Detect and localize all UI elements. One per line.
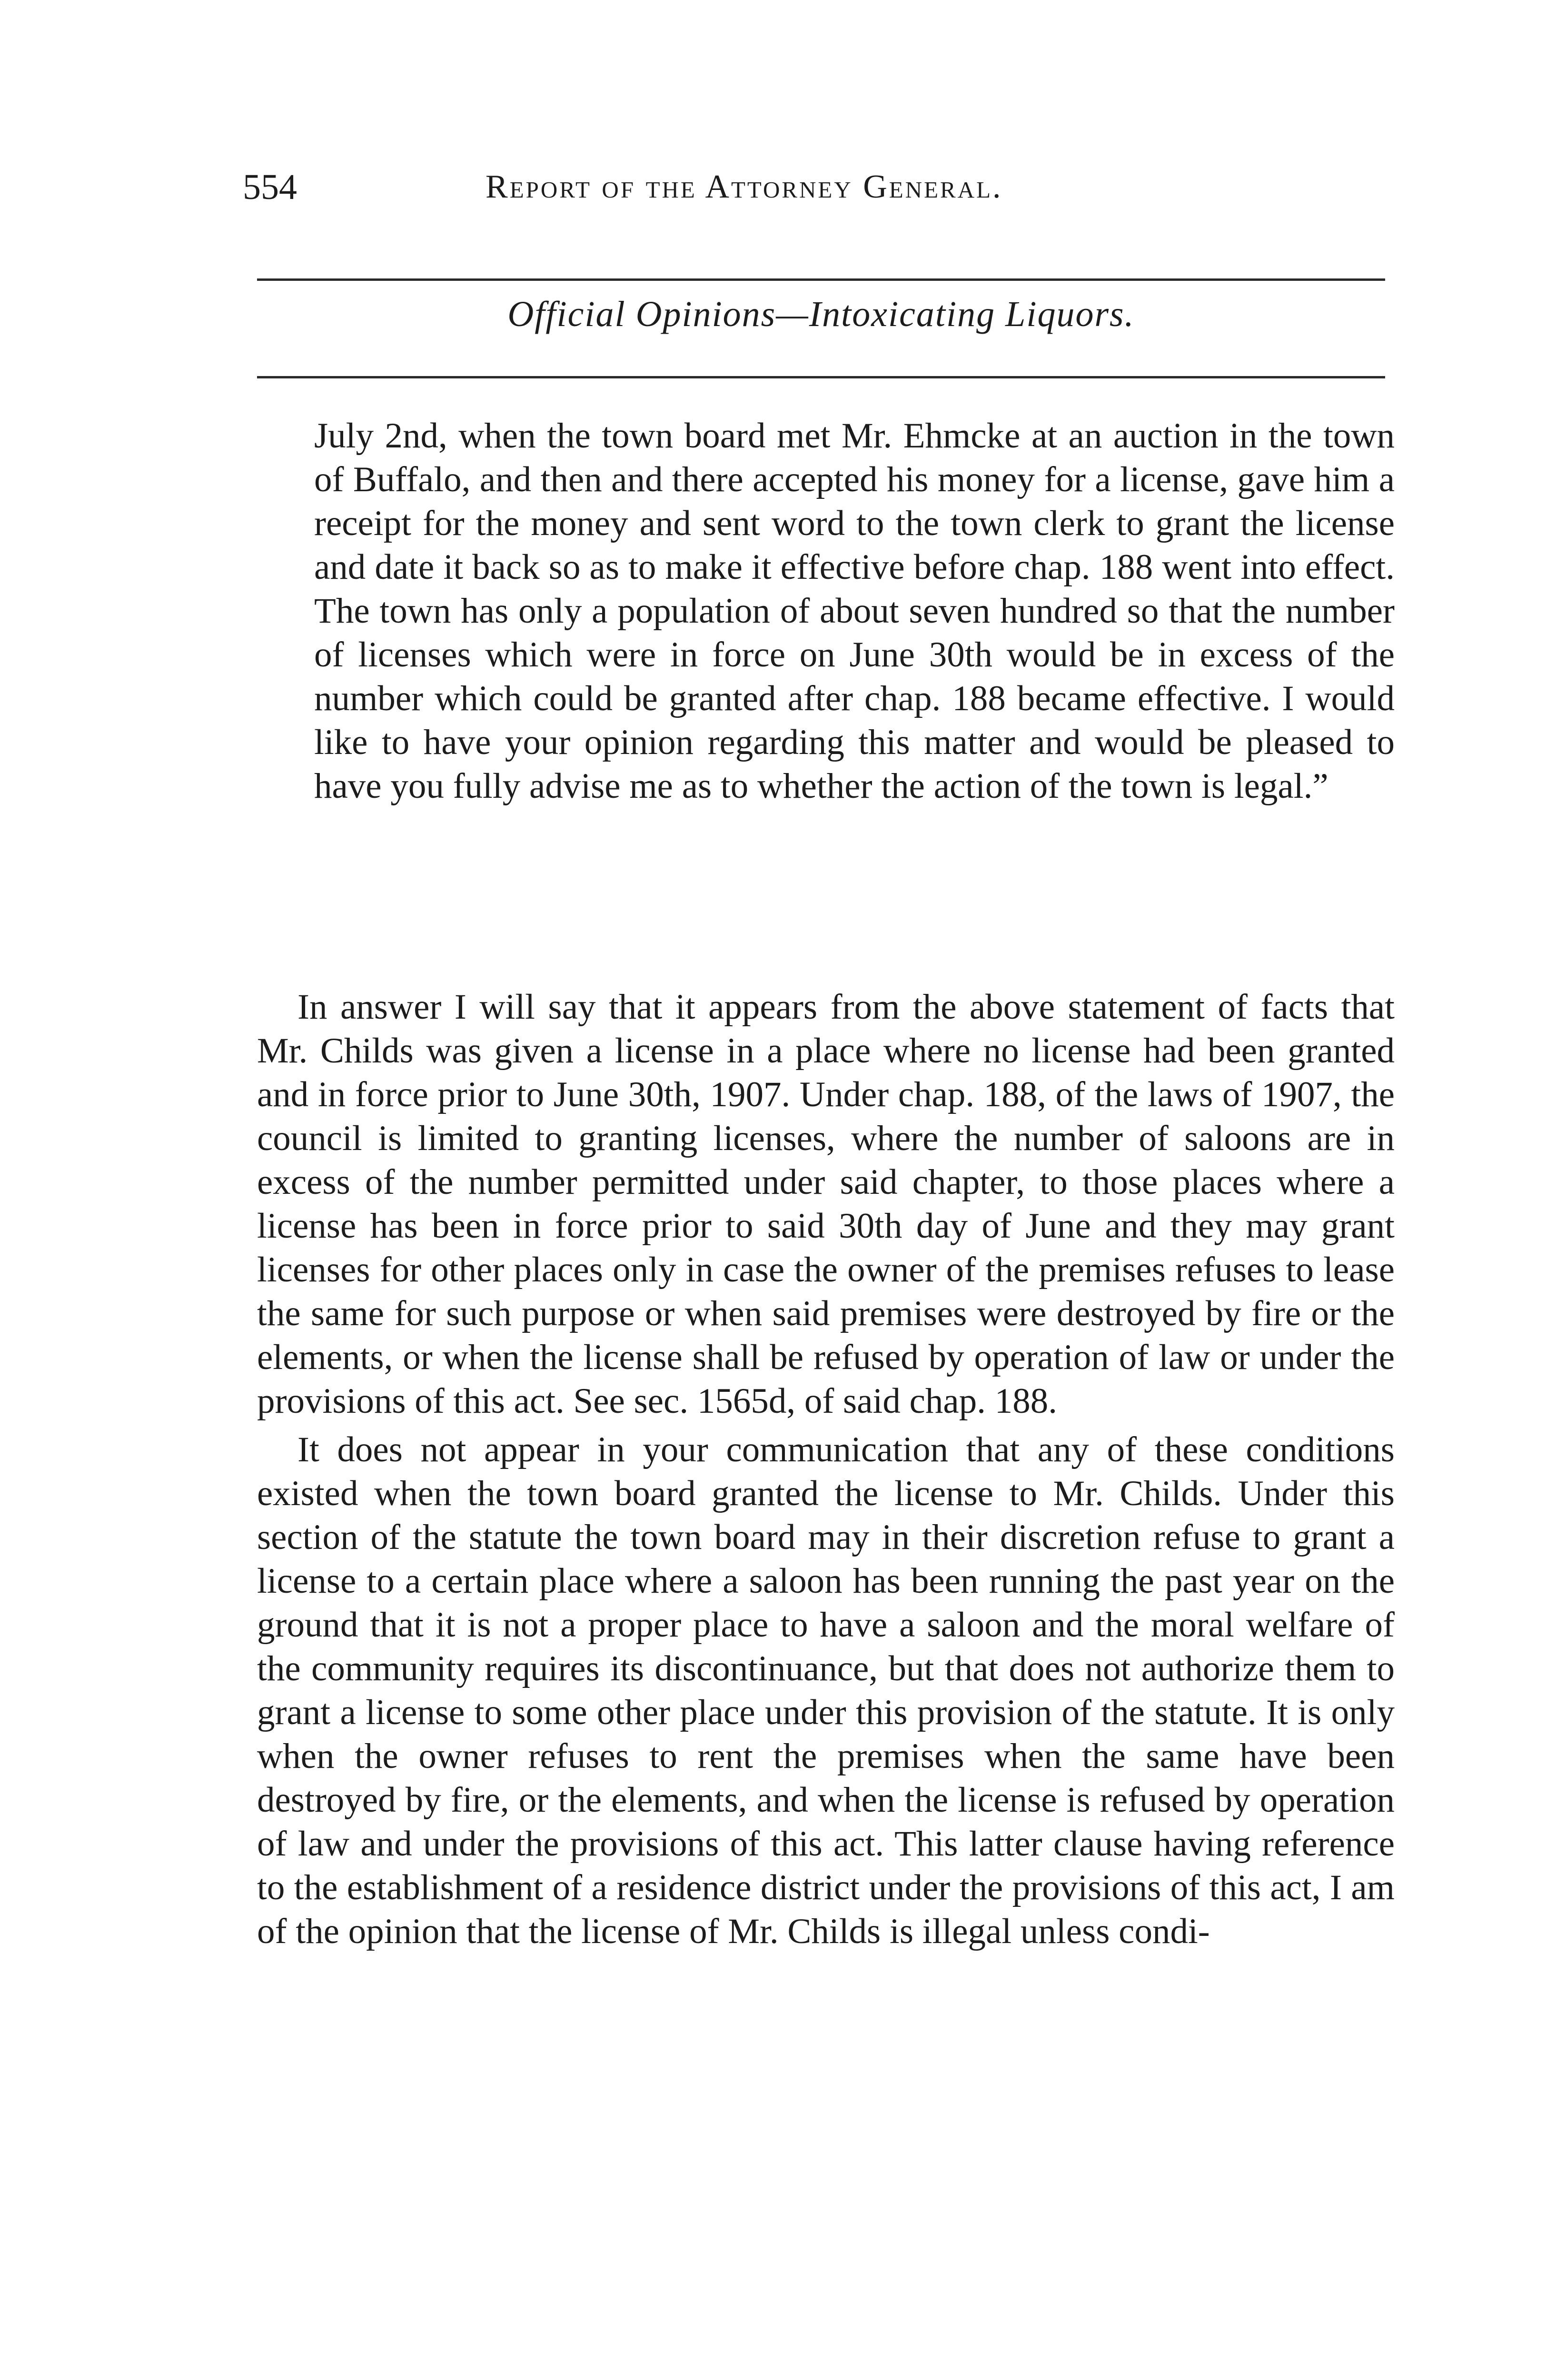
- page-number: 554: [243, 167, 297, 207]
- section-title: Official Opinions—Intoxicating Liquors.: [507, 294, 1135, 334]
- paragraph-1: In answer I will say that it appears from the above statement of facts that Mr. Childs was given a license in a place where no license had been granted and in force prior to June 30th, 1907. Under chap. 188, of the laws of 1907, the council is limited to granting licenses, where the number of saloons are in excess of the number permitted under said chapter, to those places where a license has been in force prior to said 30th day of June and they may grant licenses for other places only in case the owner of the premises refuses to lease the same for such purpose or when said premises were destroyed by fire or the elements, or when the license shall be refused by operation of law or under the provisions of this act. See sec. 1565d, of said chap. 188.: [257, 987, 1395, 1421]
- running-title: Report of the Attorney General.: [486, 169, 1003, 205]
- quoted-letter: July 2nd, when the town board met Mr. Ehmcke at an auction in the town of Buffalo, and then and there accepted his money for a license, gave him a receipt for the money and sent word to the town clerk to grant the license and date it back so as to make it effective before chap. 188 went into effect. The town has only a population of about seven hundred so that the number of licenses which were in force on June 30th would be in excess of the number which could be granted after chap. 188 became effective. I would like to have your opinion regarding this matter and would be pleased to have you fully advise me as to whether the action of the town is legal.”: [314, 416, 1395, 806]
- opinion-body: [257, 985, 1395, 1954]
- paragraph-2: It does not appear in your communication that any of these conditions existed when the town board granted the license to Mr. Childs. Under this section of the statute the town board may in their discretion refuse to grant a license to a certain place where a saloon has been running the past year on the ground that it is not a proper place to have a saloon and the moral welfare of the community requires its discontinuance, but that does not authorize them to grant a license to some other place under this provision of the statute. It is only when the owner refuses to rent the premises when the same have been destroyed by fire, or the elements, and when the license is refused by operation of law and under the provisions of this act. This latter clause having reference to the establishment of a residence district under the provisions of this act, I am of the opinion that the license of Mr. Childs is illegal unless condi-: [257, 1430, 1395, 1951]
- bottom-rule: [257, 376, 1385, 378]
- top-rule: [257, 278, 1385, 281]
